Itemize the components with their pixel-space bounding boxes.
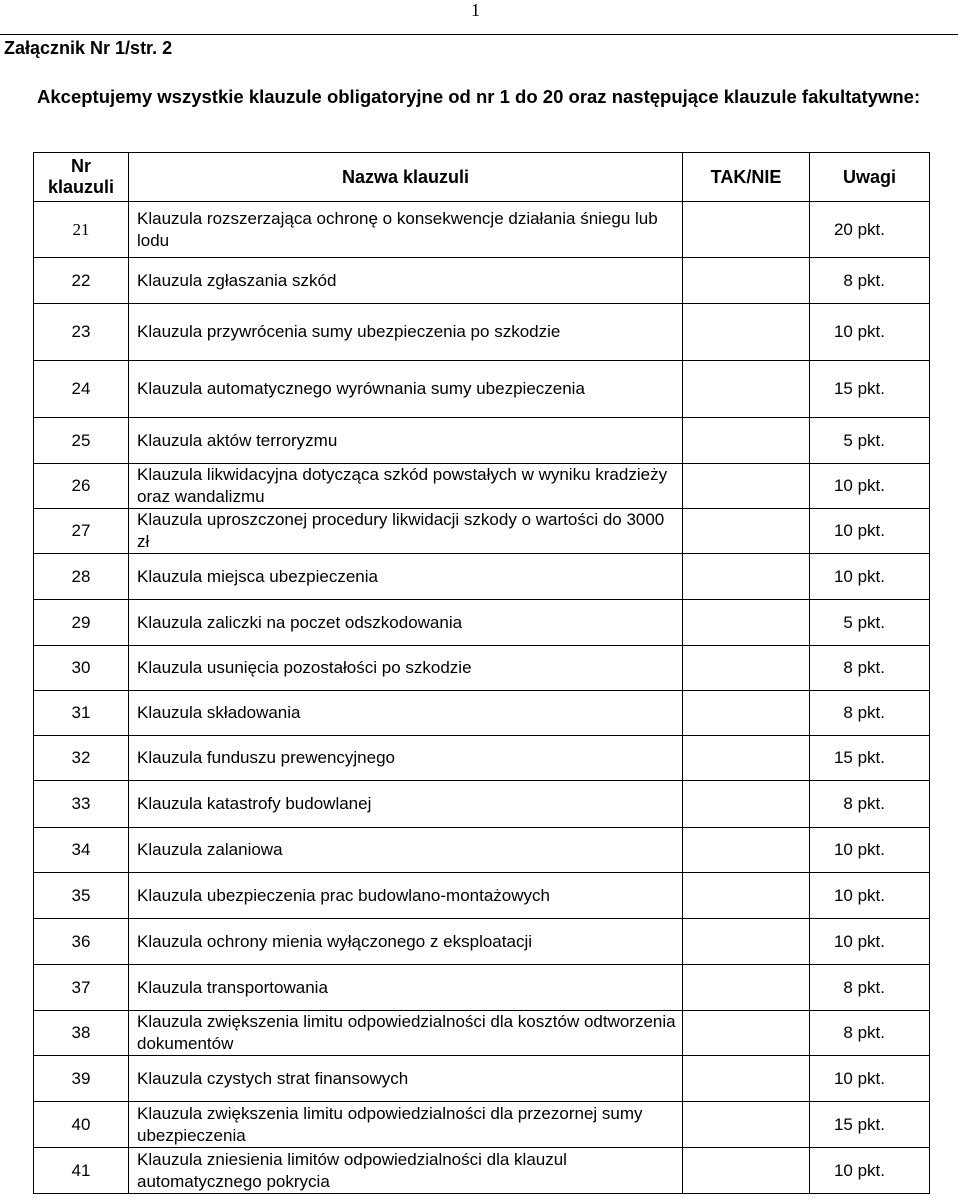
clause-tak-nie <box>683 509 810 554</box>
clause-tak-nie <box>683 304 810 361</box>
clause-points: 15 pkt. <box>810 361 930 418</box>
clause-name: Klauzula zaliczki na poczet odszkodowania <box>129 600 683 646</box>
header-tak-nie: TAK/NIE <box>683 153 810 202</box>
clause-name: Klauzula funduszu prewencyjnego <box>129 736 683 781</box>
clause-points: 8 pkt. <box>810 691 930 736</box>
table-row <box>34 304 930 361</box>
clause-number: 34 <box>34 828 129 873</box>
table-row <box>34 736 930 781</box>
clause-number: 24 <box>34 361 129 418</box>
clause-points: 10 pkt. <box>810 464 930 509</box>
table-row <box>34 965 930 1011</box>
table-row <box>34 258 930 304</box>
clause-name: Klauzula uproszczonej procedury likwidacji szkody o wartości do 3000 zł <box>129 509 683 554</box>
header-nr: Nr klauzuli <box>34 153 129 202</box>
clause-name: Klauzula usunięcia pozostałości po szkodzie <box>129 646 683 691</box>
clause-number: 33 <box>34 781 129 828</box>
clause-name: Klauzula aktów terroryzmu <box>129 418 683 464</box>
clause-points: 8 pkt. <box>810 1011 930 1056</box>
table-body <box>34 202 930 1194</box>
clause-number: 26 <box>34 464 129 509</box>
table-row <box>34 1056 930 1102</box>
clause-points: 10 pkt. <box>810 554 930 600</box>
clause-name: Klauzula zgłaszania szkód <box>129 258 683 304</box>
clause-number: 35 <box>34 873 129 919</box>
clause-number: 38 <box>34 1011 129 1056</box>
table-row <box>34 691 930 736</box>
table-row <box>34 554 930 600</box>
clause-tak-nie <box>683 646 810 691</box>
clause-tak-nie <box>683 1102 810 1148</box>
clause-name: Klauzula zwiększenia limitu odpowiedzialności dla przezornej sumy ubezpieczenia <box>129 1102 683 1148</box>
clause-points: 10 pkt. <box>810 873 930 919</box>
table-row <box>34 828 930 873</box>
header-name: Nazwa klauzuli <box>129 153 683 202</box>
table-row <box>34 418 930 464</box>
table-row <box>34 1102 930 1148</box>
clause-name: Klauzula automatycznego wyrównania sumy ubezpieczenia <box>129 361 683 418</box>
clause-points: 10 pkt. <box>810 1056 930 1102</box>
clause-points: 10 pkt. <box>810 828 930 873</box>
clause-tak-nie <box>683 919 810 965</box>
clause-tak-nie <box>683 600 810 646</box>
clause-number: 25 <box>34 418 129 464</box>
table-row <box>34 464 930 509</box>
clause-name: Klauzula katastrofy budowlanej <box>129 781 683 828</box>
clause-points: 8 pkt. <box>810 965 930 1011</box>
clause-points: 8 pkt. <box>810 258 930 304</box>
clause-points: 10 pkt. <box>810 919 930 965</box>
clause-number: 21 <box>34 202 129 258</box>
clause-number: 30 <box>34 646 129 691</box>
clause-tak-nie <box>683 691 810 736</box>
clause-number: 22 <box>34 258 129 304</box>
intro-text: Akceptujemy wszystkie klauzule obligatoryjne od nr 1 do 20 oraz następujące klauzule fakultatywne: <box>37 86 921 107</box>
clause-name: Klauzula czystych strat finansowych <box>129 1056 683 1102</box>
clause-number: 41 <box>34 1148 129 1194</box>
clause-name: Klauzula likwidacyjna dotycząca szkód powstałych w wyniku kradzieży oraz wandalizmu <box>129 464 683 509</box>
table-row <box>34 600 930 646</box>
table-row <box>34 361 930 418</box>
clause-points: 10 pkt. <box>810 1148 930 1194</box>
clause-tak-nie <box>683 1148 810 1194</box>
clause-points: 10 pkt. <box>810 509 930 554</box>
clause-name: Klauzula składowania <box>129 691 683 736</box>
clause-number: 37 <box>34 965 129 1011</box>
clause-points: 8 pkt. <box>810 781 930 828</box>
clause-tak-nie <box>683 736 810 781</box>
table-row <box>34 202 930 258</box>
clause-name: Klauzula zniesienia limitów odpowiedzialności dla klauzul automatycznego pokrycia <box>129 1148 683 1194</box>
clause-points: 10 pkt. <box>810 304 930 361</box>
clause-name: Klauzula transportowania <box>129 965 683 1011</box>
clause-name: Klauzula ubezpieczenia prac budowlano-montażowych <box>129 873 683 919</box>
clause-points: 20 pkt. <box>810 202 930 258</box>
table-header-row <box>34 153 930 202</box>
clause-points: 8 pkt. <box>810 646 930 691</box>
clause-number: 27 <box>34 509 129 554</box>
clause-points: 15 pkt. <box>810 1102 930 1148</box>
clause-number: 23 <box>34 304 129 361</box>
header-rule <box>0 34 958 35</box>
clause-tak-nie <box>683 965 810 1011</box>
clause-number: 32 <box>34 736 129 781</box>
clause-name: Klauzula ochrony mienia wyłączonego z eksploatacji <box>129 919 683 965</box>
table-row <box>34 1148 930 1194</box>
clause-number: 36 <box>34 919 129 965</box>
clause-tak-nie <box>683 828 810 873</box>
clause-number: 28 <box>34 554 129 600</box>
table-row <box>34 873 930 919</box>
clause-number: 40 <box>34 1102 129 1148</box>
clause-tak-nie <box>683 1011 810 1056</box>
clause-points: 5 pkt. <box>810 418 930 464</box>
clause-points: 5 pkt. <box>810 600 930 646</box>
clause-tak-nie <box>683 258 810 304</box>
table-row <box>34 646 930 691</box>
clause-tak-nie <box>683 361 810 418</box>
clause-name: Klauzula zwiększenia limitu odpowiedzialności dla kosztów odtworzenia dokumentów <box>129 1011 683 1056</box>
clause-tak-nie <box>683 781 810 828</box>
clause-tak-nie <box>683 202 810 258</box>
clause-number: 29 <box>34 600 129 646</box>
clause-name: Klauzula rozszerzająca ochronę o konsekwencje działania śniegu lub lodu <box>129 202 683 258</box>
clause-number: 39 <box>34 1056 129 1102</box>
clause-tak-nie <box>683 418 810 464</box>
clause-number: 31 <box>34 691 129 736</box>
clause-name: Klauzula przywrócenia sumy ubezpieczenia po szkodzie <box>129 304 683 361</box>
table-row <box>34 1011 930 1056</box>
annex-title: Załącznik Nr 1/str. 2 <box>4 38 173 58</box>
clause-name: Klauzula miejsca ubezpieczenia <box>129 554 683 600</box>
clauses-table <box>33 152 930 1194</box>
clause-tak-nie <box>683 1056 810 1102</box>
clause-tak-nie <box>683 873 810 919</box>
table-row <box>34 919 930 965</box>
clause-tak-nie <box>683 554 810 600</box>
clause-points: 15 pkt. <box>810 736 930 781</box>
clause-tak-nie <box>683 464 810 509</box>
table-row <box>34 509 930 554</box>
header-uwagi: Uwagi <box>810 153 930 202</box>
clause-name: Klauzula zalaniowa <box>129 828 683 873</box>
table-row <box>34 781 930 828</box>
page-number: 1 <box>471 0 480 20</box>
